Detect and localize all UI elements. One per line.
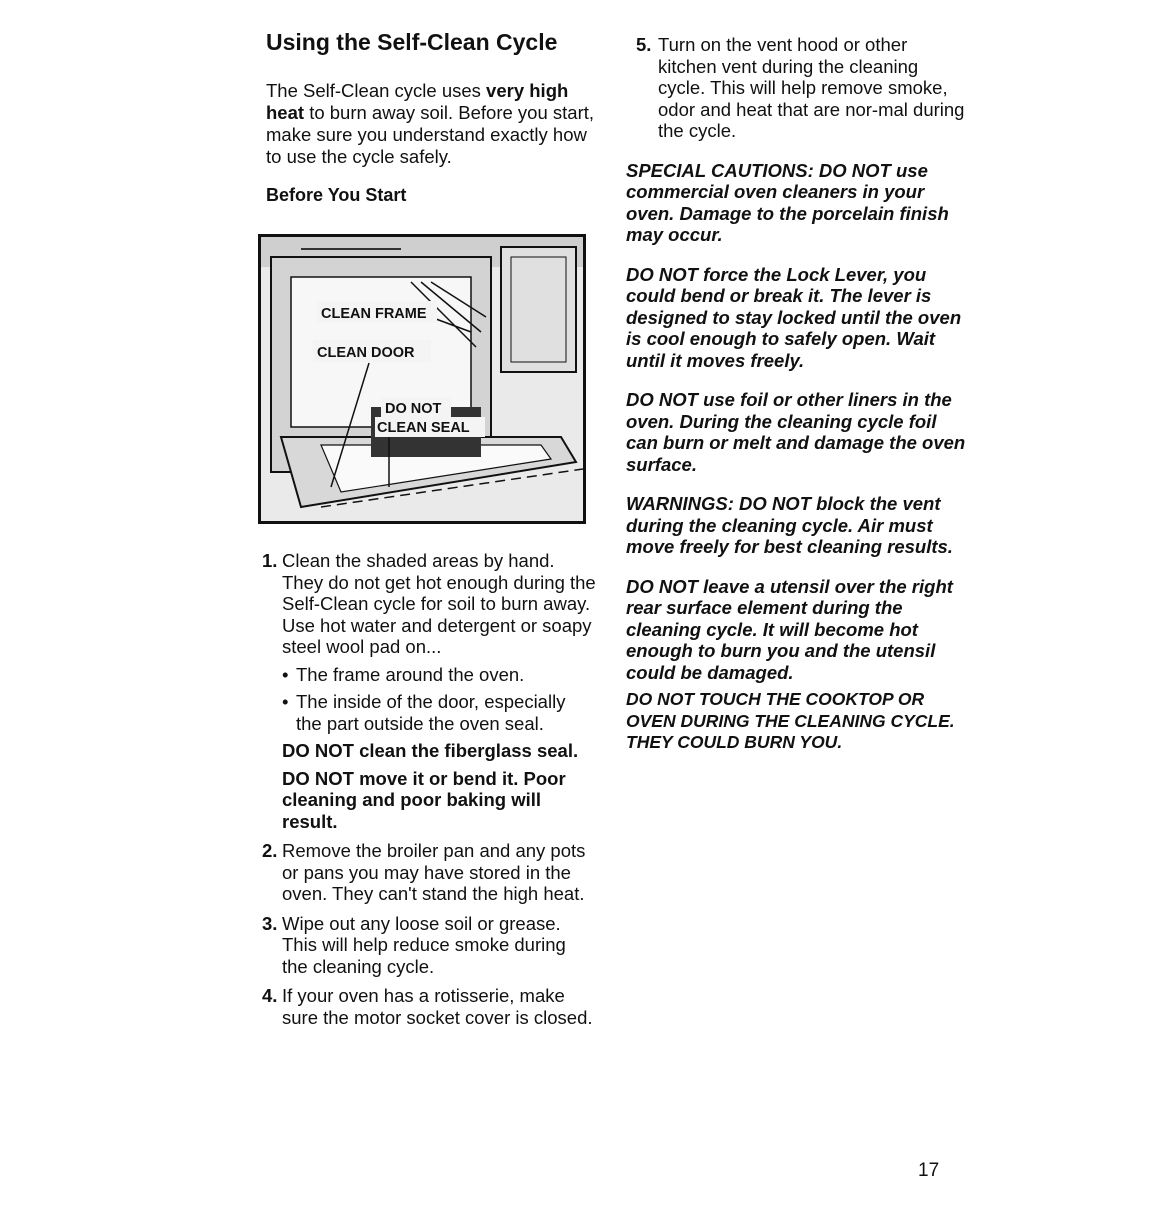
step-text: Wipe out any loose soil or grease. This will help reduce smoke during the cleaning cycle. <box>282 912 566 977</box>
caution-touch: DO NOT TOUCH THE COOKTOP OR OVEN DURING THE CLEANING CYCLE. THEY COULD BURN YOU. <box>626 689 955 752</box>
step-number: 1. <box>262 550 278 571</box>
cabinet-door <box>501 247 576 372</box>
step-3 <box>262 912 596 978</box>
intro-paragraph <box>266 80 596 168</box>
step-number: 2. <box>262 840 278 861</box>
intro-bold: very high heat <box>266 80 569 123</box>
section-heading: Before You Start <box>266 185 407 205</box>
caution-foil: DO NOT use foil or other liners in the oven. During the cleaning cycle foil can burn or melt and damage the oven surface. <box>626 389 966 475</box>
step-5 <box>626 34 966 142</box>
step-1 <box>262 550 596 832</box>
bullet-item: • The frame around the oven. <box>282 664 596 686</box>
intro-text-1: The Self-Clean cycle uses <box>266 80 481 101</box>
left-column <box>262 29 596 1036</box>
step-number: 4. <box>262 985 278 1006</box>
page-title: Using the Self-Clean Cycle <box>266 29 558 55</box>
warning-move: DO NOT move it or bend it. Poor cleaning and poor baking will result. <box>282 767 566 832</box>
right-column <box>626 34 966 754</box>
step-number: 5. <box>636 34 652 55</box>
step-text: Remove the broiler pan and any pots or pans you may have stored in the oven. They can't stand the high heat. <box>282 840 586 904</box>
page-number: 17 <box>918 1160 940 1181</box>
step-2 <box>262 840 596 905</box>
step-text: If your oven has a rotisserie, make sure the motor socket cover is closed. <box>282 985 593 1028</box>
intro-text-2: to burn away soil. Before you start, make sure you understand exactly how to use the cycle safely. <box>266 102 595 167</box>
step-number: 3. <box>262 912 278 934</box>
step-4 <box>262 985 596 1028</box>
oven-illustration <box>258 234 586 524</box>
special-cautions: SPECIAL CAUTIONS: DO NOT use commercial oven cleaners in your oven. Damage to the porcelain finish may occur. <box>626 159 949 245</box>
step-text: Turn on the vent hood or other kitchen vent during the cleaning cycle. This will help remove smoke, odor and heat that are nor-mal during the cycle. <box>658 34 965 141</box>
caution-utensil: DO NOT leave a utensil over the right rear surface element during the cleaning cycle. It will become hot enough to burn you and the utensil could be damaged. <box>626 575 953 683</box>
caution-lock-lever: DO NOT force the Lock Lever, you could bend or break it. The lever is designed to stay locked until the oven is cool enough to safely open. Wait until it moves freely. <box>626 263 962 371</box>
bullet-item: • The inside of the door, especially the part outside the oven seal. <box>282 691 596 734</box>
warning-seal: DO NOT clean the fiberglass seal. <box>282 740 579 761</box>
label-do-not: DO NOT <box>385 401 442 417</box>
bullet-list <box>282 664 596 735</box>
steps-list <box>262 550 596 1028</box>
label-clean-frame: CLEAN FRAME <box>321 306 427 322</box>
warning-vent: WARNINGS: DO NOT block the vent during the cleaning cycle. Air must move freely for best cleaning results. <box>626 493 953 557</box>
oven-drawing <box>261 237 583 521</box>
step-text: Clean the shaded areas by hand. They do not get hot enough during the Self-Clean cycle for soil to burn away. Use hot water and detergent or soapy steel wool pad on... <box>282 550 596 657</box>
label-clean-seal: CLEAN SEAL <box>377 420 470 436</box>
label-clean-door: CLEAN DOOR <box>317 345 415 361</box>
